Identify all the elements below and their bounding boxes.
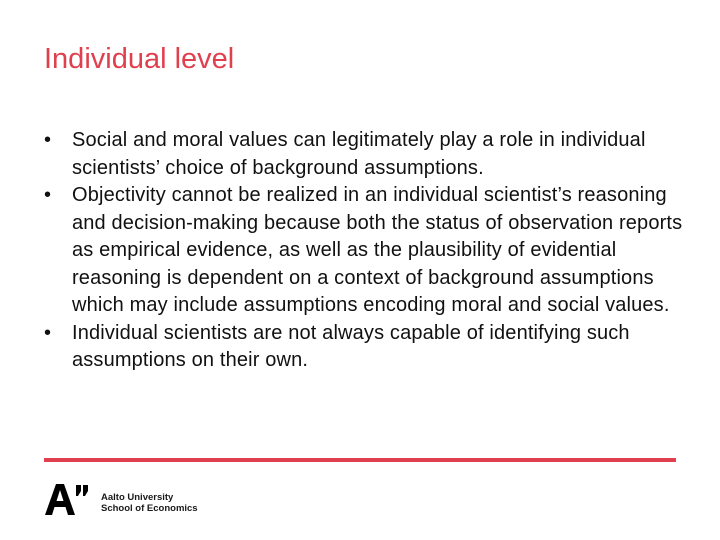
aalto-logo [45,482,198,516]
bullet-text: Individual scientists are not always capable of identifying such assumptions on their own. [72,321,630,371]
logo-university-name: Aalto University [101,492,174,503]
bullet-text: Social and moral values can legitimately play a role in individual scientists’ choice of background assumptions. [72,129,646,179]
bullet-text: Objectivity cannot be realized in an individual scientist’s reasoning and decision-making because both the status of observation reports as empirical evidence, as well as the plausibility of evidential reasoning is dependent on a context of background assumptions which may include assumptions encoding moral and social values. [72,184,683,316]
bullet-marker: • [44,129,52,151]
bullet-item [44,127,684,182]
bullet-item [44,182,684,320]
slide-title: Individual level [44,43,235,75]
logo-wordmark [101,492,198,514]
bullet-list [44,127,684,375]
logo-school-name: School of Economics [101,503,198,514]
aalto-a-quote-icon [45,482,91,516]
bullet-marker: • [44,321,52,344]
footer-divider [44,458,676,462]
bullet-marker: • [44,184,52,206]
bullet-item [44,320,684,375]
